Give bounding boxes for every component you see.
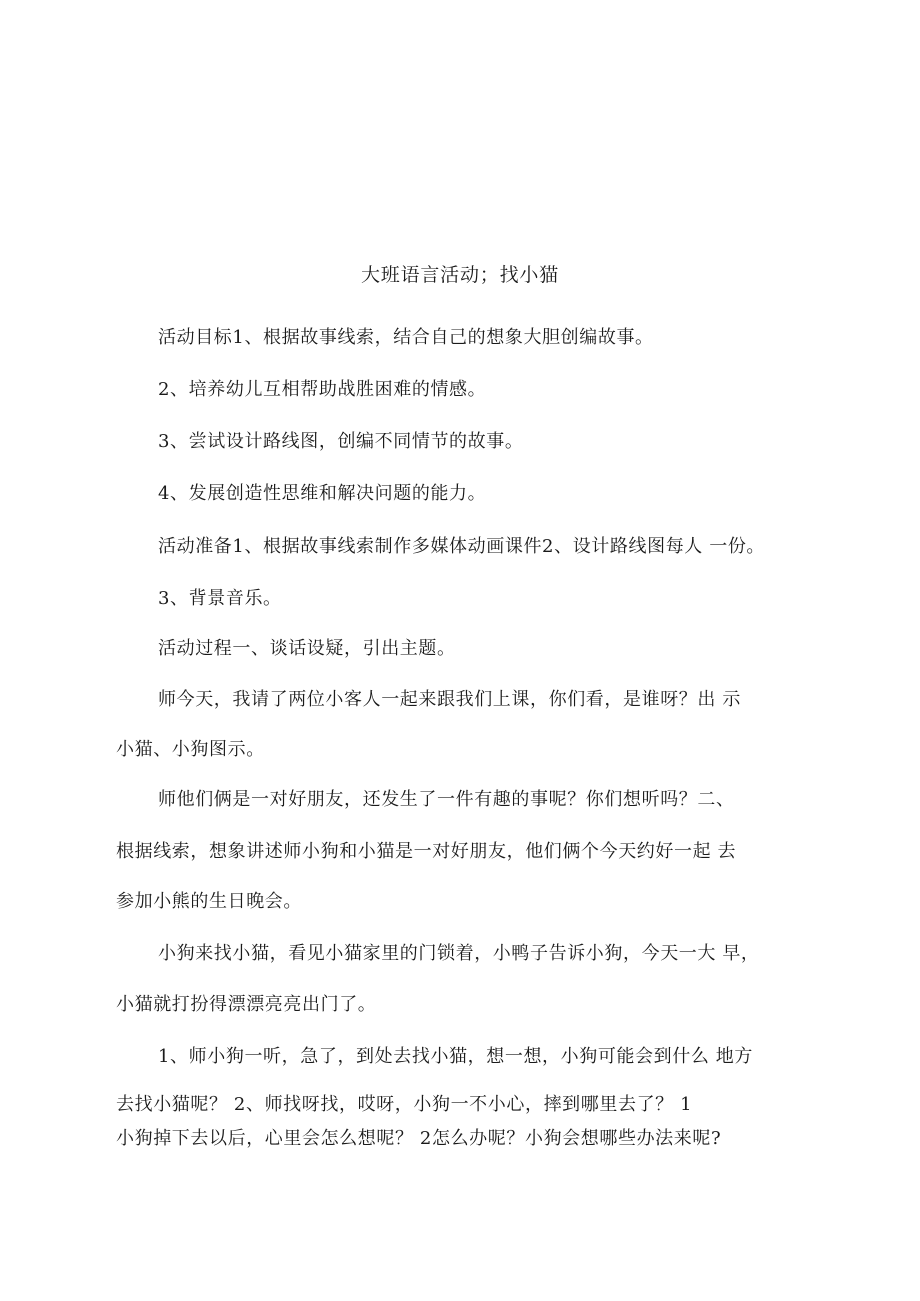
objective-line-3: 3、尝试设计路线图，创编不同情节的故事。 (158, 431, 524, 452)
paragraph-line: 1、师小狗一听，急了，到处去找小猫，想一想，小狗可能会到什么 地方 (158, 1046, 753, 1067)
paragraph-line: 小狗掉下去以后，心里会怎么想呢？ 2怎么办呢？小狗会想哪些办法来呢? (116, 1128, 722, 1149)
preparation-line-2: 3、背景音乐。 (158, 588, 282, 609)
paragraph-line: 参加小熊的生日晚会。 (116, 891, 302, 912)
paragraph-line: 小猫就打扮得漂漂亮亮出门了。 (116, 994, 377, 1015)
preparation-line-1: 活动准备1、根据故事线索制作多媒体动画课件2、设计路线图每人 一份。 (158, 536, 766, 557)
paragraph-line: 小猫、小狗图示。 (116, 739, 265, 760)
paragraph-line: 小狗来找小猫，看见小猫家里的门锁着，小鸭子告诉小狗，今天一大 早， (158, 943, 760, 964)
paragraph-line: 去找小猫呢？ 2、师找呀找，哎呀，小狗一不小心，摔到哪里去了？ 1 (116, 1094, 693, 1115)
paragraph-line: 师他们俩是一对好朋友，还发生了一件有趣的事呢？你们想听吗？二、 (158, 789, 735, 810)
process-heading-line: 活动过程一、谈话设疑，引出主题。 (158, 638, 456, 659)
objective-line-1: 活动目标1、根据故事线索，结合自己的想象大胆创编故事。 (158, 327, 654, 348)
document-title: 大班语言活动；找小猫 (360, 264, 559, 286)
objective-line-4: 4、发展创造性思维和解决问题的能力。 (158, 483, 487, 504)
paragraph-line: 根据线索，想象讲述师小狗和小猫是一对好朋友，他们俩个今天约好一起 去 (116, 841, 737, 862)
objective-line-2: 2、培养幼儿互相帮助战胜困难的情感。 (158, 379, 487, 400)
paragraph-line: 师今天，我请了两位小客人一起来跟我们上课，你们看，是谁呀？出 示 (158, 689, 741, 710)
